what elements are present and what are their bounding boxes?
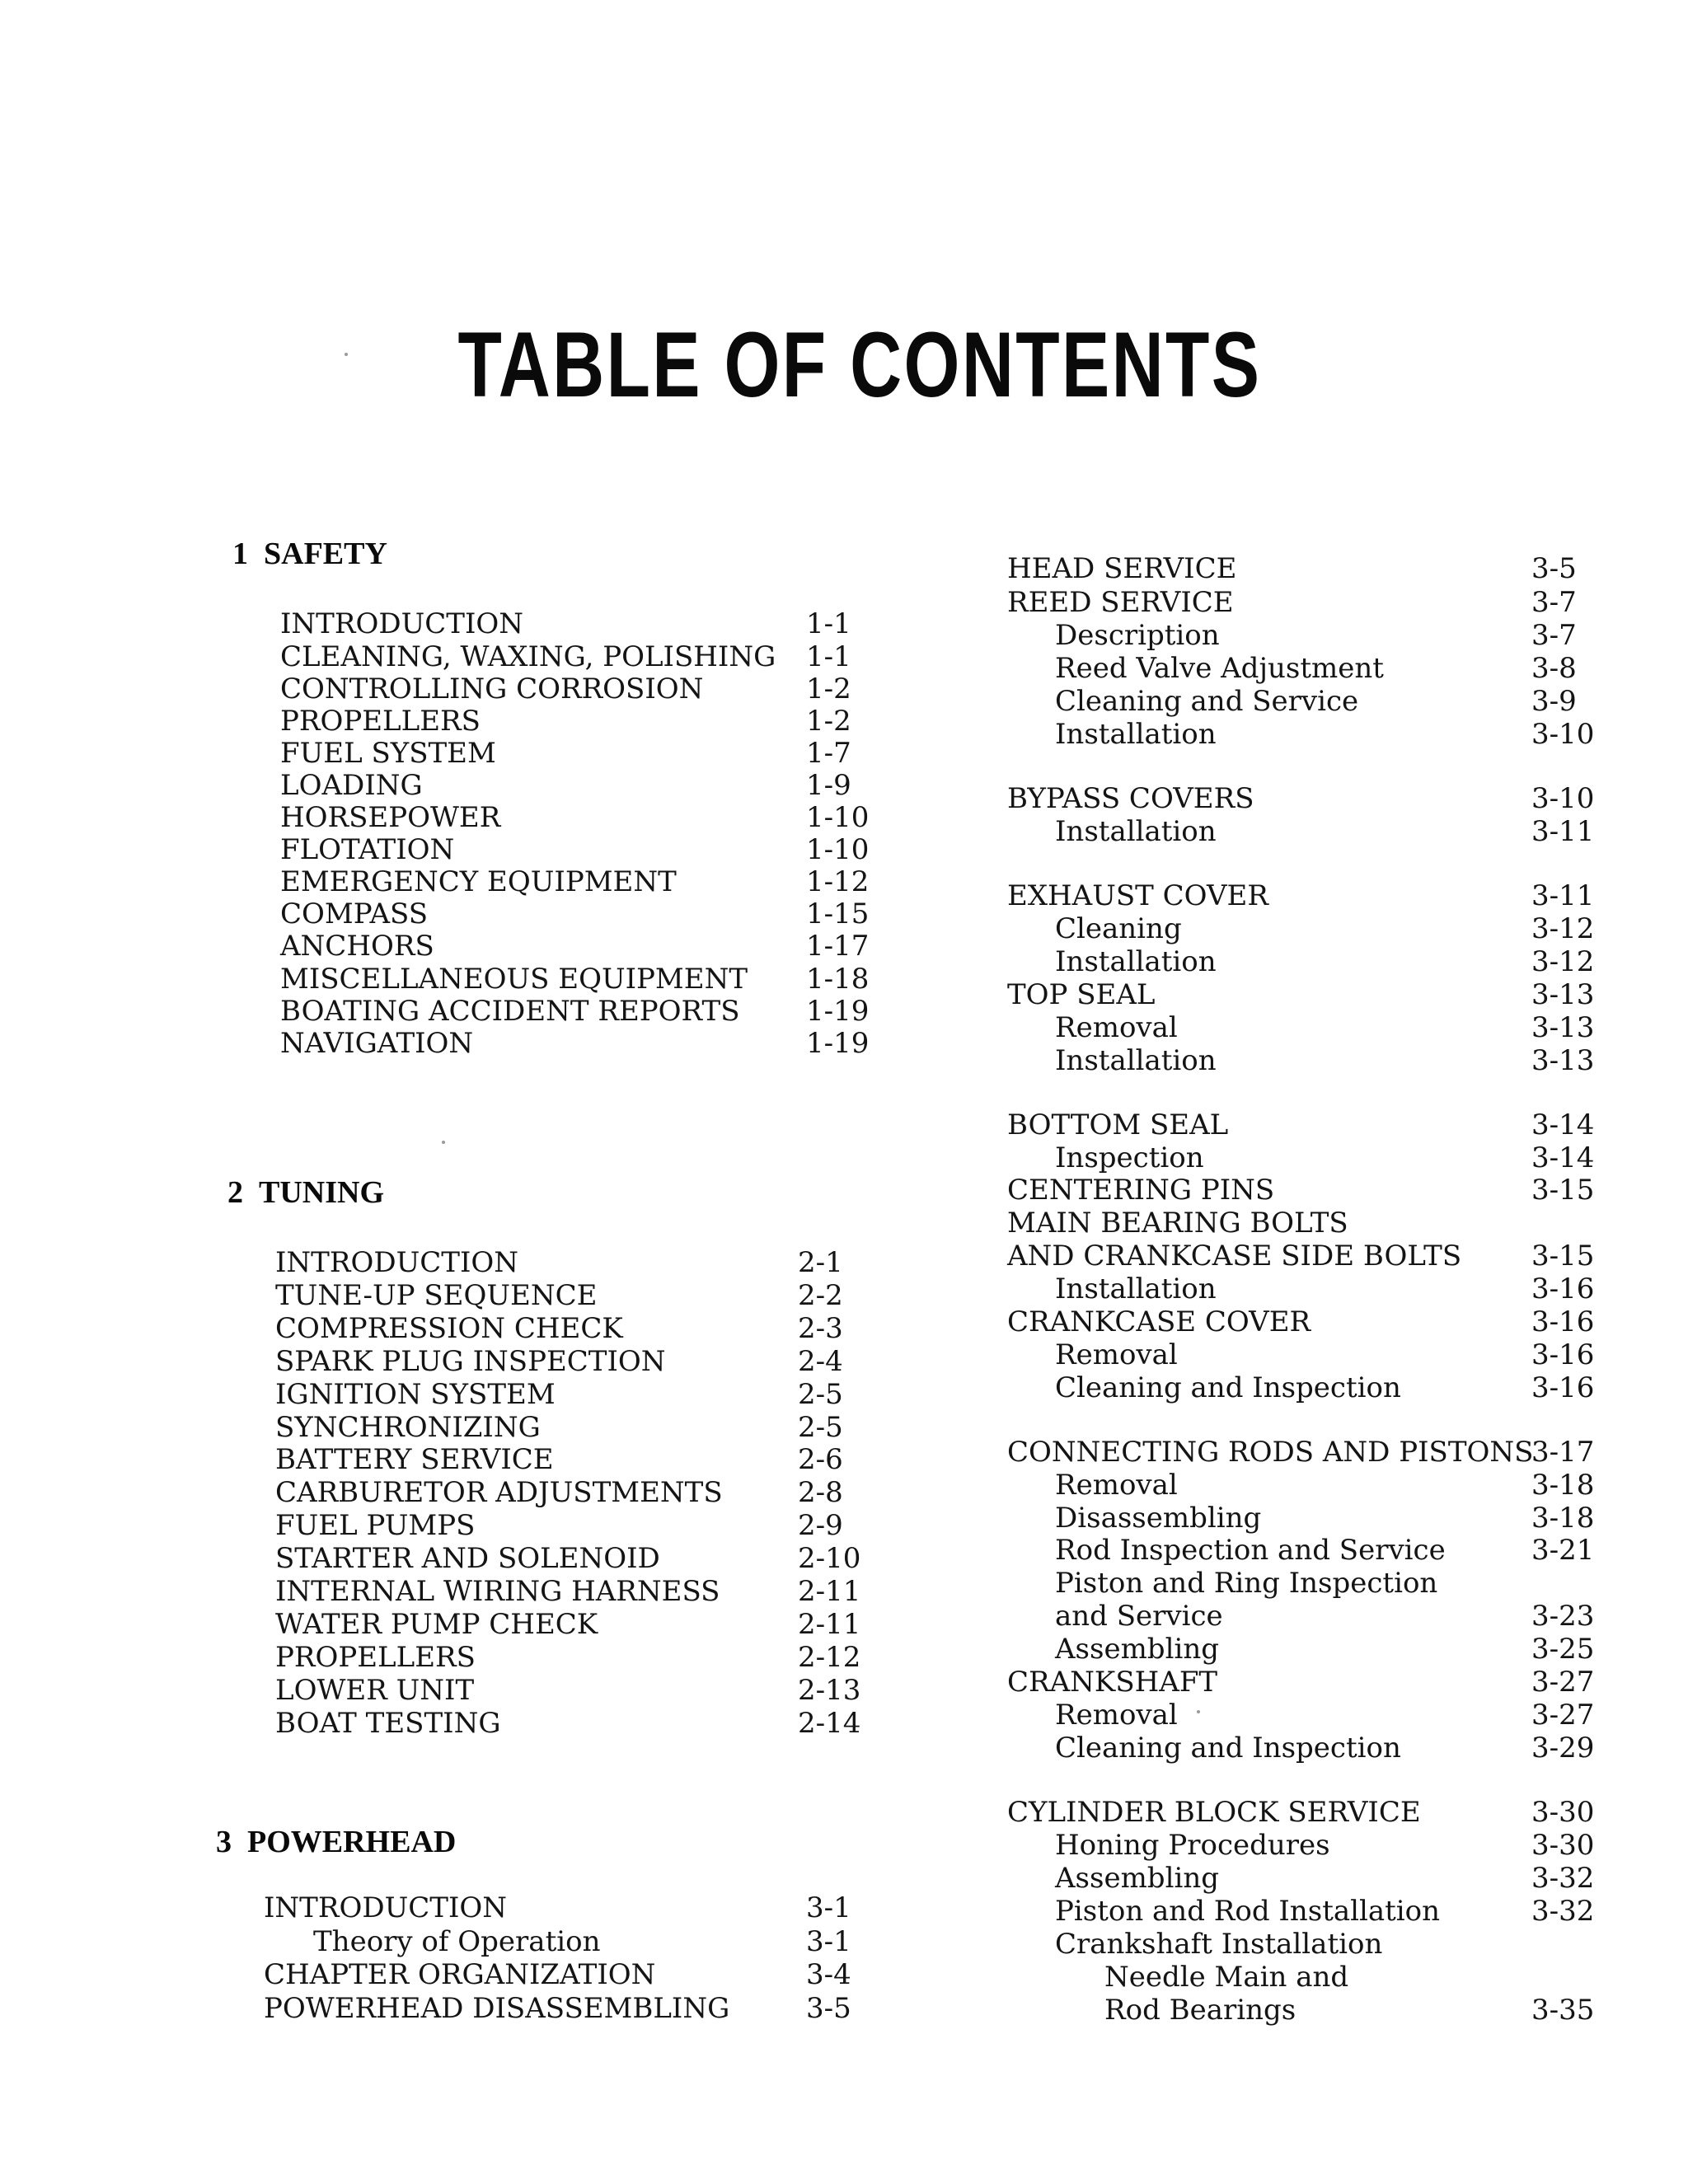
entry-title: NAVIGATION <box>280 1027 474 1060</box>
entry-page: 3-35 <box>1531 1994 1595 2027</box>
entry-page: 3-30 <box>1531 1829 1595 1862</box>
entry-title: INTRODUCTION <box>275 1246 518 1279</box>
entry-title: HORSEPOWER <box>280 801 501 834</box>
entry-title: LOWER UNIT <box>275 1674 475 1707</box>
entry-page: 2-8 <box>798 1476 843 1509</box>
entry-title: AND CRANKCASE SIDE BOLTS <box>1007 1240 1462 1272</box>
entry-title: Rod Bearings <box>1104 1994 1296 2027</box>
entry-title: Needle Main and <box>1104 1961 1349 1994</box>
entry-title: Reed Valve Adjustment <box>1055 652 1384 685</box>
entry-page: 3-30 <box>1531 1796 1595 1829</box>
entry-title: COMPRESSION CHECK <box>275 1312 623 1345</box>
entry-title: BOTTOM SEAL <box>1007 1108 1229 1141</box>
entry-page: 3-10 <box>1531 718 1595 751</box>
entry-page: 3-13 <box>1531 978 1595 1011</box>
entry-page: 3-16 <box>1531 1371 1595 1404</box>
entry-title: CONTROLLING CORROSION <box>280 673 704 705</box>
entry-page: 3-27 <box>1531 1666 1595 1699</box>
entry-page: 3-11 <box>1531 815 1595 848</box>
entry-page: 2-10 <box>798 1542 861 1575</box>
entry-title: Disassembling <box>1055 1502 1262 1535</box>
entry-title: BATTERY SERVICE <box>275 1443 554 1476</box>
entry-title: FLOTATION <box>280 833 455 866</box>
entry-page: 3-4 <box>806 1958 851 1991</box>
section-heading-tuning <box>227 1176 384 1209</box>
entry-title: LOADING <box>280 769 423 802</box>
entry-page: 1-12 <box>806 865 870 898</box>
entry-page: 3-10 <box>1531 782 1595 815</box>
section-name: SAFETY <box>264 537 387 571</box>
entry-page: 2-13 <box>798 1674 861 1707</box>
entry-page: 2-1 <box>798 1246 843 1279</box>
entry-title: CRANKCASE COVER <box>1007 1305 1311 1338</box>
entry-page: 3-9 <box>1531 685 1577 718</box>
entry-page: 3-5 <box>806 1992 851 2025</box>
section-number: 1 <box>232 537 248 571</box>
entry-title: MISCELLANEOUS EQUIPMENT <box>280 963 748 996</box>
entry-title: TUNE-UP SEQUENCE <box>275 1279 598 1312</box>
entry-title: PROPELLERS <box>280 705 481 738</box>
entry-page: 3-27 <box>1531 1699 1595 1732</box>
entry-title: Description <box>1055 619 1220 652</box>
entry-title: HEAD SERVICE <box>1007 552 1237 585</box>
entry-title: Rod Inspection and Service <box>1055 1534 1446 1567</box>
entry-page: 3-5 <box>1531 552 1577 585</box>
entry-page: 3-23 <box>1531 1600 1595 1633</box>
entry-title: Assembling <box>1055 1862 1219 1895</box>
entry-page: 3-14 <box>1531 1141 1595 1174</box>
entry-title: BOAT TESTING <box>275 1707 501 1740</box>
entry-title: BOATING ACCIDENT REPORTS <box>280 995 740 1028</box>
entry-page: 3-29 <box>1531 1732 1595 1765</box>
entry-title: Theory of Operation <box>313 1925 601 1958</box>
entry-title: ANCHORS <box>280 930 434 963</box>
entry-title: SPARK PLUG INSPECTION <box>275 1345 666 1378</box>
entry-page: 2-11 <box>798 1608 861 1641</box>
entry-page: 1-10 <box>806 833 870 866</box>
scan-speck <box>1197 1710 1200 1713</box>
entry-page: 3-32 <box>1531 1862 1595 1895</box>
entry-page: 3-12 <box>1531 945 1595 978</box>
entry-title: Installation <box>1055 1272 1217 1305</box>
page-title: TABLE OF CONTENTS <box>457 313 1262 416</box>
entry-title: CARBURETOR ADJUSTMENTS <box>275 1476 723 1509</box>
entry-page: 2-3 <box>798 1312 843 1345</box>
entry-title: INTRODUCTION <box>264 1891 507 1924</box>
entry-page: 2-5 <box>798 1411 843 1444</box>
entry-title: Removal <box>1055 1338 1178 1371</box>
entry-title: Honing Procedures <box>1055 1829 1330 1862</box>
entry-page: 2-9 <box>798 1509 843 1542</box>
entry-title: and Service <box>1055 1600 1223 1633</box>
entry-title: CYLINDER BLOCK SERVICE <box>1007 1796 1421 1829</box>
entry-title: Cleaning and Inspection <box>1055 1732 1401 1765</box>
entry-page: 1-18 <box>806 963 870 996</box>
entry-title: Installation <box>1055 945 1217 978</box>
entry-page: 1-19 <box>806 995 870 1028</box>
scan-speck <box>345 353 348 356</box>
entry-title: Installation <box>1055 815 1217 848</box>
entry-page: 1-17 <box>806 930 870 963</box>
entry-title: POWERHEAD DISASSEMBLING <box>264 1992 730 2025</box>
entry-title: Removal <box>1055 1469 1178 1502</box>
entry-title: Inspection <box>1055 1141 1204 1174</box>
entry-title: INTERNAL WIRING HARNESS <box>275 1575 720 1608</box>
entry-title: IGNITION SYSTEM <box>275 1378 556 1411</box>
entry-title: Piston and Rod Installation <box>1055 1895 1441 1928</box>
entry-page: 3-7 <box>1531 586 1577 619</box>
entry-page: 3-25 <box>1531 1633 1595 1666</box>
entry-page: 1-15 <box>806 898 870 930</box>
entry-page: 3-1 <box>806 1891 851 1924</box>
entry-page: 3-32 <box>1531 1895 1595 1928</box>
entry-title: FUEL PUMPS <box>275 1509 476 1542</box>
entry-page: 3-13 <box>1531 1011 1595 1044</box>
entry-page: 3-17 <box>1531 1436 1595 1469</box>
entry-page: 2-11 <box>798 1575 861 1608</box>
entry-page: 3-16 <box>1531 1338 1595 1371</box>
entry-page: 2-2 <box>798 1279 843 1312</box>
entry-title: CHAPTER ORGANIZATION <box>264 1958 656 1991</box>
entry-title: Installation <box>1055 1044 1217 1077</box>
entry-page: 1-10 <box>806 801 870 834</box>
section-number: 2 <box>227 1175 243 1210</box>
entry-page: 3-11 <box>1531 879 1595 912</box>
entry-title: EXHAUST COVER <box>1007 879 1268 912</box>
entry-title: Removal <box>1055 1699 1178 1732</box>
entry-page: 3-15 <box>1531 1240 1595 1272</box>
entry-title: Installation <box>1055 718 1217 751</box>
entry-page: 3-16 <box>1531 1305 1595 1338</box>
entry-page: 3-18 <box>1531 1469 1595 1502</box>
section-number: 3 <box>216 1825 232 1859</box>
entry-title: BYPASS COVERS <box>1007 782 1254 815</box>
entry-page: 1-19 <box>806 1027 870 1060</box>
entry-page: 3-8 <box>1531 652 1577 685</box>
entry-title: PROPELLERS <box>275 1641 476 1674</box>
scan-speck <box>442 1141 445 1144</box>
section-name: TUNING <box>259 1175 385 1210</box>
entry-page: 3-12 <box>1531 912 1595 945</box>
entry-title: SYNCHRONIZING <box>275 1411 541 1444</box>
entry-page: 3-18 <box>1531 1502 1595 1535</box>
entry-page: 3-1 <box>806 1925 851 1958</box>
entry-page: 3-14 <box>1531 1108 1595 1141</box>
entry-page: 2-4 <box>798 1345 843 1378</box>
entry-title: Removal <box>1055 1011 1178 1044</box>
entry-title: INTRODUCTION <box>280 607 523 640</box>
entry-title: COMPASS <box>280 898 428 930</box>
entry-title: CLEANING, WAXING, POLISHING <box>280 640 776 673</box>
entry-title: Cleaning <box>1055 912 1182 945</box>
entry-page: 2-12 <box>798 1641 861 1674</box>
entry-page: 1-9 <box>806 769 851 802</box>
entry-title: CONNECTING RODS AND PISTONS <box>1007 1436 1534 1469</box>
entry-page: 3-13 <box>1531 1044 1595 1077</box>
entry-title: MAIN BEARING BOLTS <box>1007 1207 1348 1240</box>
entry-title: Cleaning and Inspection <box>1055 1371 1401 1404</box>
entry-page: 3-21 <box>1531 1534 1595 1567</box>
entry-page: 1-1 <box>806 640 851 673</box>
entry-title: STARTER AND SOLENOID <box>275 1542 660 1575</box>
entry-page: 1-2 <box>806 673 851 705</box>
entry-title: Cleaning and Service <box>1055 685 1359 718</box>
entry-page: 3-15 <box>1531 1174 1595 1207</box>
entry-title: WATER PUMP CHECK <box>275 1608 598 1641</box>
entry-page: 3-7 <box>1531 619 1577 652</box>
entry-title: CENTERING PINS <box>1007 1174 1275 1207</box>
entry-title: REED SERVICE <box>1007 586 1234 619</box>
entry-title: TOP SEAL <box>1007 978 1156 1011</box>
entry-title: Piston and Ring Inspection <box>1055 1567 1438 1600</box>
entry-page: 1-1 <box>806 607 851 640</box>
entry-title: Crankshaft Installation <box>1055 1928 1383 1961</box>
entry-title: CRANKSHAFT <box>1007 1666 1218 1699</box>
section-name: POWERHEAD <box>247 1825 457 1859</box>
entry-page: 2-5 <box>798 1378 843 1411</box>
entry-page: 2-14 <box>798 1707 861 1740</box>
section-heading-powerhead <box>216 1825 456 1858</box>
entry-page: 1-7 <box>806 737 851 770</box>
entry-title: Assembling <box>1055 1633 1219 1666</box>
entry-page: 1-2 <box>806 705 851 738</box>
section-heading-safety <box>232 537 387 570</box>
entry-page: 2-6 <box>798 1443 843 1476</box>
entry-page: 3-16 <box>1531 1272 1595 1305</box>
entry-title: FUEL SYSTEM <box>280 737 496 770</box>
entry-title: EMERGENCY EQUIPMENT <box>280 865 677 898</box>
